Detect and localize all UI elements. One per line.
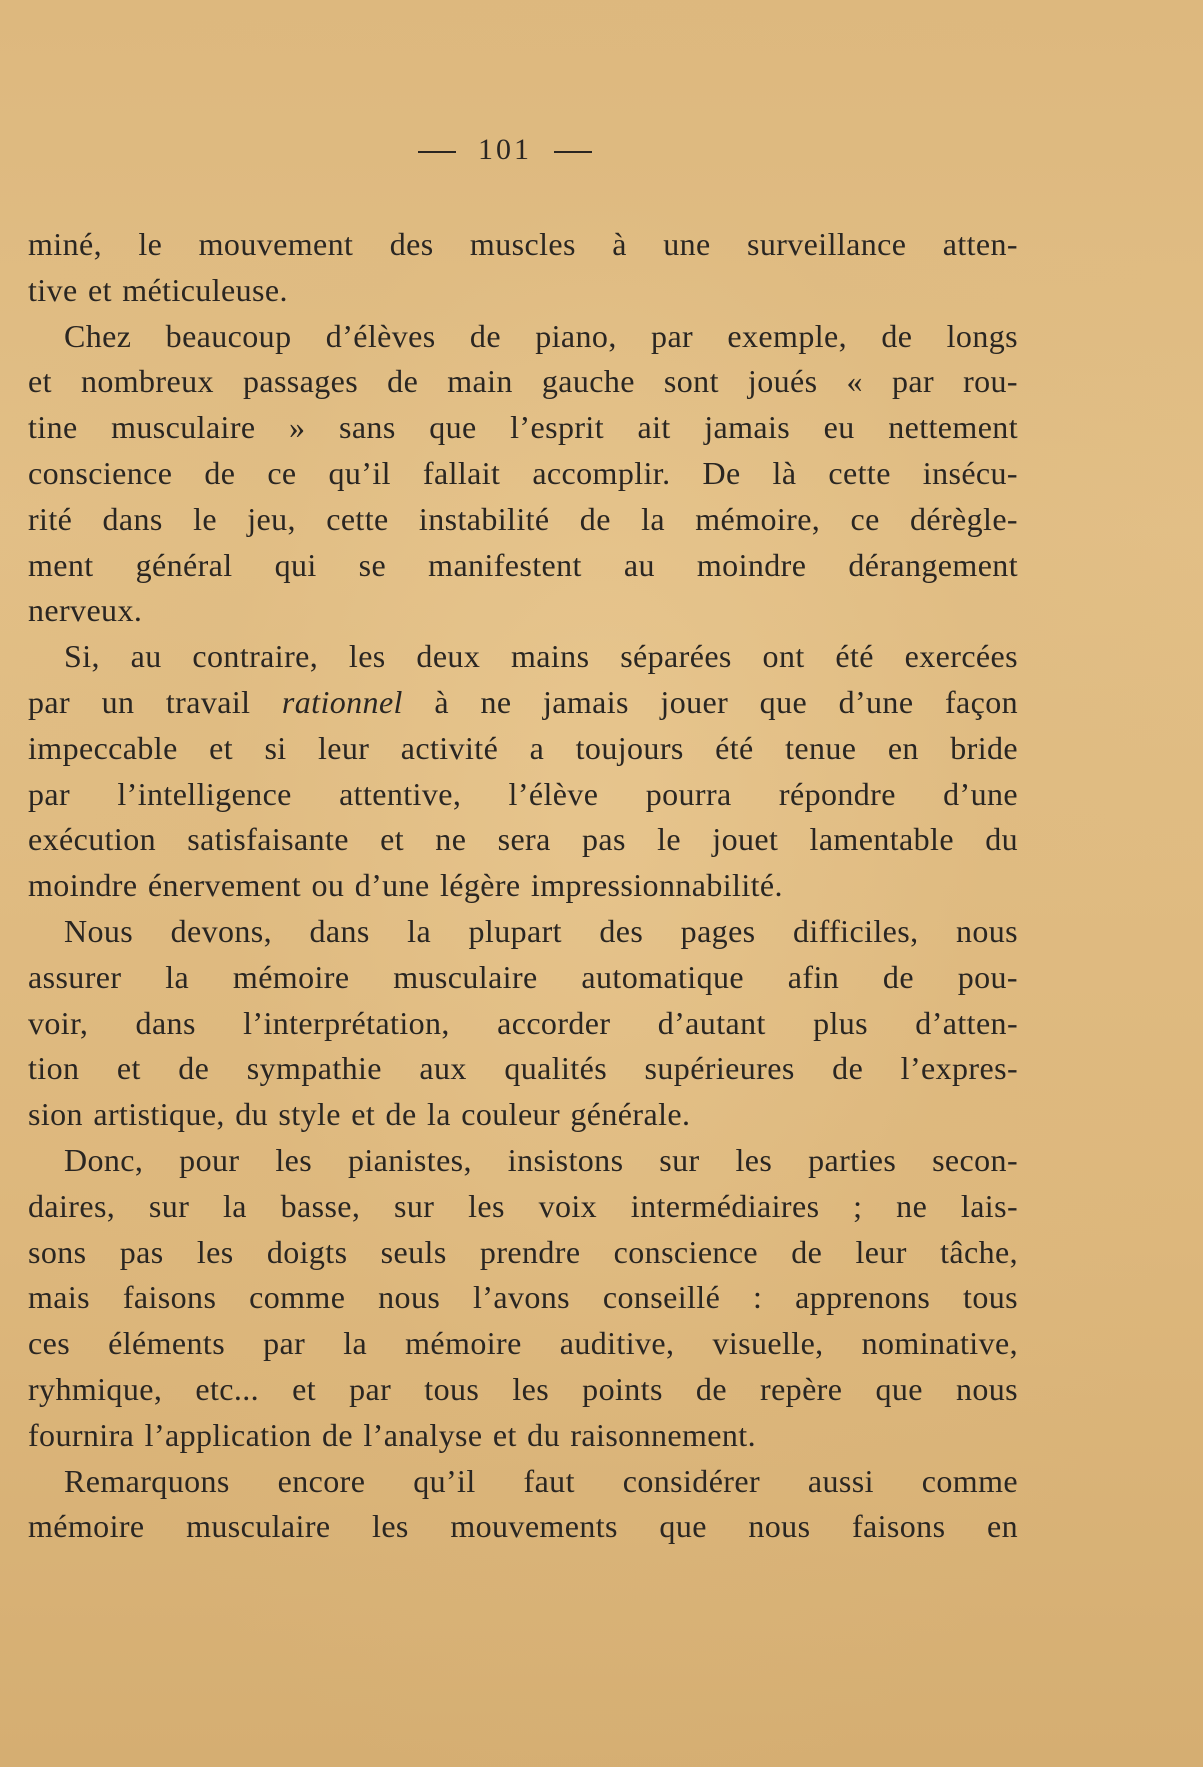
text-line: miné, le mouvement des muscles à une surveillance atten- <box>28 226 1018 262</box>
text-line: moindre énervement ou d’une légère impressionnabilité. <box>28 867 783 904</box>
text-line: impeccable et si leur activité a toujours été tenue en bride <box>28 729 1018 766</box>
text-line: Si, au contraire, les deux mains séparées ont été exercées <box>64 638 1018 675</box>
text-line: rité dans le jeu, cette instabilité de la mémoire, ce dérègle- <box>28 500 1018 537</box>
text-line: par l’intelligence attentive, l’élève pourra répondre d’une <box>28 775 1018 812</box>
text-line: Chez beaucoup d’élèves de piano, par exemple, de longs <box>64 317 1018 354</box>
text-line: ces éléments par la mémoire auditive, visuelle, nominative, <box>28 1325 1018 1362</box>
page-number <box>0 133 1010 167</box>
text-line: Donc, pour les pianistes, insistons sur les parties secon- <box>64 1141 1018 1178</box>
text-line: exécution satisfaisante et ne sera pas le jouet lamentable du <box>28 821 1018 858</box>
italic-word: rationnel <box>281 683 403 720</box>
text-line: conscience de ce qu’il fallait accomplir. De là cette insécu- <box>28 454 1018 491</box>
text-line: tine musculaire » sans que l’esprit ait jamais eu nettement <box>28 409 1018 446</box>
body-text <box>28 222 1018 1550</box>
text-line: fournira l’application de l’analyse et du raisonnement. <box>28 1416 756 1453</box>
text-line: ment général qui se manifestent au moindre dérangement <box>28 546 1018 583</box>
text-line: assurer la mémoire musculaire automatique afin de pou- <box>28 958 1018 995</box>
text-line: daires, sur la basse, sur les voix intermédiaires ; ne lais- <box>28 1187 1018 1224</box>
right-dash <box>554 151 592 153</box>
text-line: Remarquons encore qu’il faut considérer aussi comme <box>64 1462 1018 1499</box>
text-line: nerveux. <box>28 592 143 629</box>
text-line: voir, dans l’interprétation, accorder d’autant plus d’atten- <box>28 1004 1018 1041</box>
text-line: mémoire musculaire les mouvements que nous faisons en <box>28 1508 1018 1545</box>
text-line: ryhmique, etc... et par tous les points de repère que nous <box>28 1370 1018 1407</box>
text-line: sons pas les doigts seuls prendre conscience de leur tâche, <box>28 1233 1018 1270</box>
left-dash <box>418 151 456 153</box>
page-number-text: 101 <box>478 133 532 166</box>
text-line: mais faisons comme nous l’avons conseillé : apprenons tous <box>28 1279 1018 1316</box>
text-line-with-italic <box>28 680 1018 726</box>
text-line: tive et méticuleuse. <box>28 271 288 308</box>
text-line: sion artistique, du style et de la couleur générale. <box>28 1096 691 1133</box>
text-line: et nombreux passages de main gauche sont joués « par rou- <box>28 363 1018 400</box>
text-segment: à ne jamais jouer que d’une façon <box>402 683 1019 720</box>
text-segment: par un travail <box>28 683 282 720</box>
text-line: tion et de sympathie aux qualités supérieures de l’expres- <box>28 1050 1018 1087</box>
text-line: Nous devons, dans la plupart des pages difficiles, nous <box>64 912 1018 949</box>
